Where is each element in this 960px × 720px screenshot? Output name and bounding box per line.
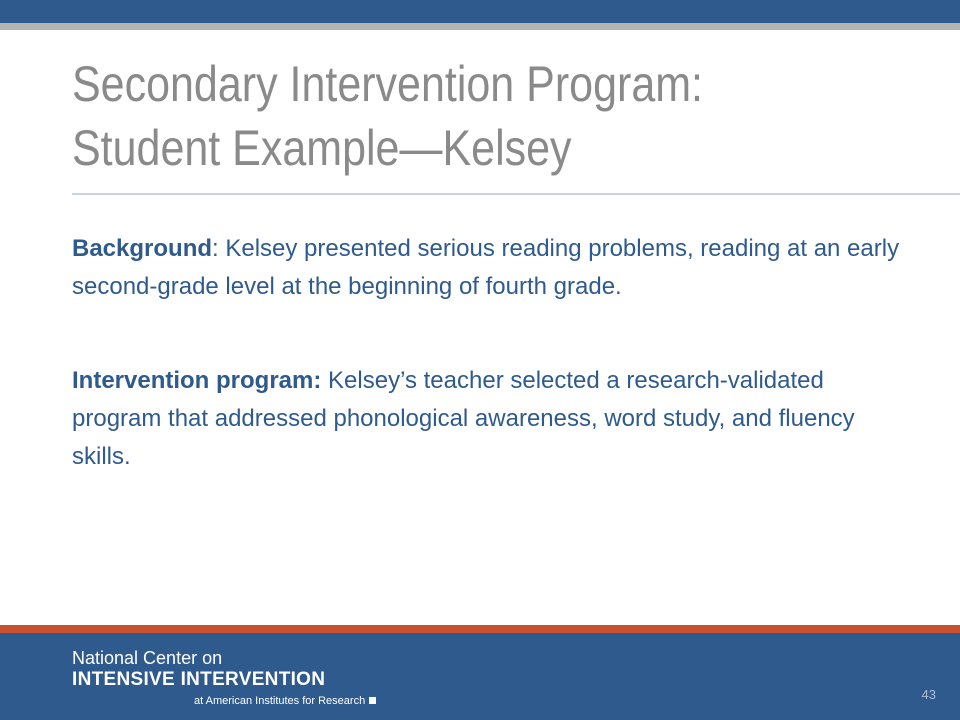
slide-title-line2: Student Example—Kelsey	[72, 120, 572, 176]
logo-tagline: at American Institutes for Research	[194, 695, 366, 707]
logo-square-icon	[369, 697, 376, 704]
slide-title-line1: Secondary Intervention Program:	[72, 56, 703, 112]
slide-body	[72, 230, 912, 532]
logo-line1: National Center on	[72, 648, 223, 668]
slide-title	[72, 52, 812, 180]
top-banner-stripe	[0, 23, 960, 30]
logo-line2: INTENSIVE INTERVENTION	[72, 669, 326, 690]
intervention-paragraph	[72, 362, 912, 476]
page-number: 43	[921, 687, 936, 702]
intervention-text: Kelsey’s teacher selected a research-validated program that addressed phonological awareness, word study, and fluency skills.	[72, 367, 855, 470]
logo-line3	[194, 694, 376, 708]
title-divider	[72, 193, 960, 195]
background-text: : Kelsey presented serious reading problems, reading at an early second-grade level at the beginning of fourth grade.	[72, 235, 900, 300]
top-banner	[0, 0, 960, 23]
footer-stripe	[0, 625, 960, 633]
background-label: Background	[72, 235, 213, 262]
background-paragraph	[72, 230, 912, 306]
intervention-label: Intervention program:	[72, 367, 322, 394]
footer-bar	[0, 633, 960, 720]
